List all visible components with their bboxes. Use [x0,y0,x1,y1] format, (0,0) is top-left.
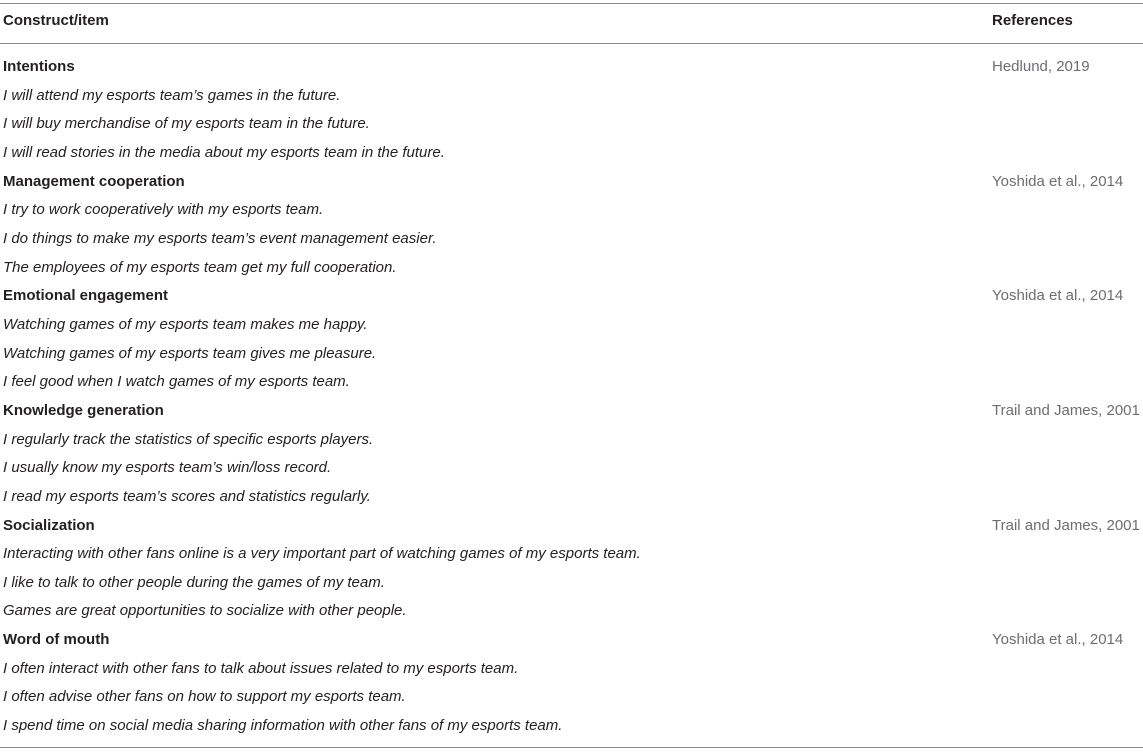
item-text: I often advise other fans on how to support my esports team. [3,688,406,706]
table-header-rule [0,43,1143,44]
construct-row-emotional-engagement [0,282,1143,311]
item-row [0,483,1143,512]
construct-name: Management cooperation [3,172,185,190]
item-row [0,368,1143,397]
construct-row-socialization [0,512,1143,541]
item-text: I try to work cooperatively with my esports team. [3,201,324,219]
header-construct-item: Construct/item [3,12,109,29]
item-text: I read my esports team’s scores and statistics regularly. [3,487,371,505]
item-text: I regularly track the statistics of specific esports players. [3,430,374,448]
item-row [0,82,1143,111]
item-row [0,254,1143,283]
item-row [0,712,1143,741]
construct-reference: Hedlund, 2019 [992,58,1090,75]
item-row [0,311,1143,340]
item-row [0,340,1143,369]
item-text: Watching games of my esports team makes me happy. [3,315,368,333]
item-row [0,655,1143,684]
item-text: I will buy merchandise of my esports team in the future. [3,115,370,133]
item-text: The employees of my esports team get my full cooperation. [3,258,397,276]
construct-row-intentions [0,53,1143,82]
construct-row-knowledge-generation [0,397,1143,426]
table-header [0,12,1143,32]
item-text: I usually know my esports team’s win/loss record. [3,459,332,477]
construct-row-word-of-mouth [0,626,1143,655]
item-text: Interacting with other fans online is a very important part of watching games of my esports team. [3,545,641,563]
item-row [0,683,1143,712]
item-text: Watching games of my esports team gives me pleasure. [3,344,377,362]
item-row [0,139,1143,168]
header-references: References [992,12,1073,29]
item-row [0,540,1143,569]
table-top-rule [0,3,1143,4]
construct-name: Intentions [3,58,75,75]
table-body [0,53,1143,741]
item-text: I will read stories in the media about my esports team in the future. [3,143,445,161]
item-row [0,426,1143,455]
construct-name: Knowledge generation [3,401,164,419]
item-row [0,110,1143,139]
item-row [0,225,1143,254]
construct-name: Emotional engagement [3,287,169,305]
item-text: I do things to make my esports team’s event management easier. [3,229,437,247]
item-text: Games are great opportunities to socialize with other people. [3,602,407,620]
item-row [0,597,1143,626]
item-row [0,196,1143,225]
construct-reference: Trail and James, 2001 [992,401,1140,419]
table-bottom-rule [0,747,1143,748]
construct-reference: Yoshida et al., 2014 [992,172,1124,190]
construct-reference: Trail and James, 2001 [992,516,1140,534]
construct-reference: Yoshida et al., 2014 [992,631,1124,649]
construct-row-management-cooperation [0,168,1143,197]
item-row [0,454,1143,483]
item-text: I feel good when I watch games of my esports team. [3,373,350,391]
item-row [0,569,1143,598]
construct-reference: Yoshida et al., 2014 [992,287,1124,305]
item-text: I spend time on social media sharing information with other fans of my esports team. [3,717,563,735]
construct-name: Word of mouth [3,631,110,649]
construct-name: Socialization [3,516,95,534]
item-text: I will attend my esports team’s games in the future. [3,86,341,104]
item-text: I often interact with other fans to talk about issues related to my esports team. [3,659,519,677]
item-text: I like to talk to other people during the games of my team. [3,573,385,591]
